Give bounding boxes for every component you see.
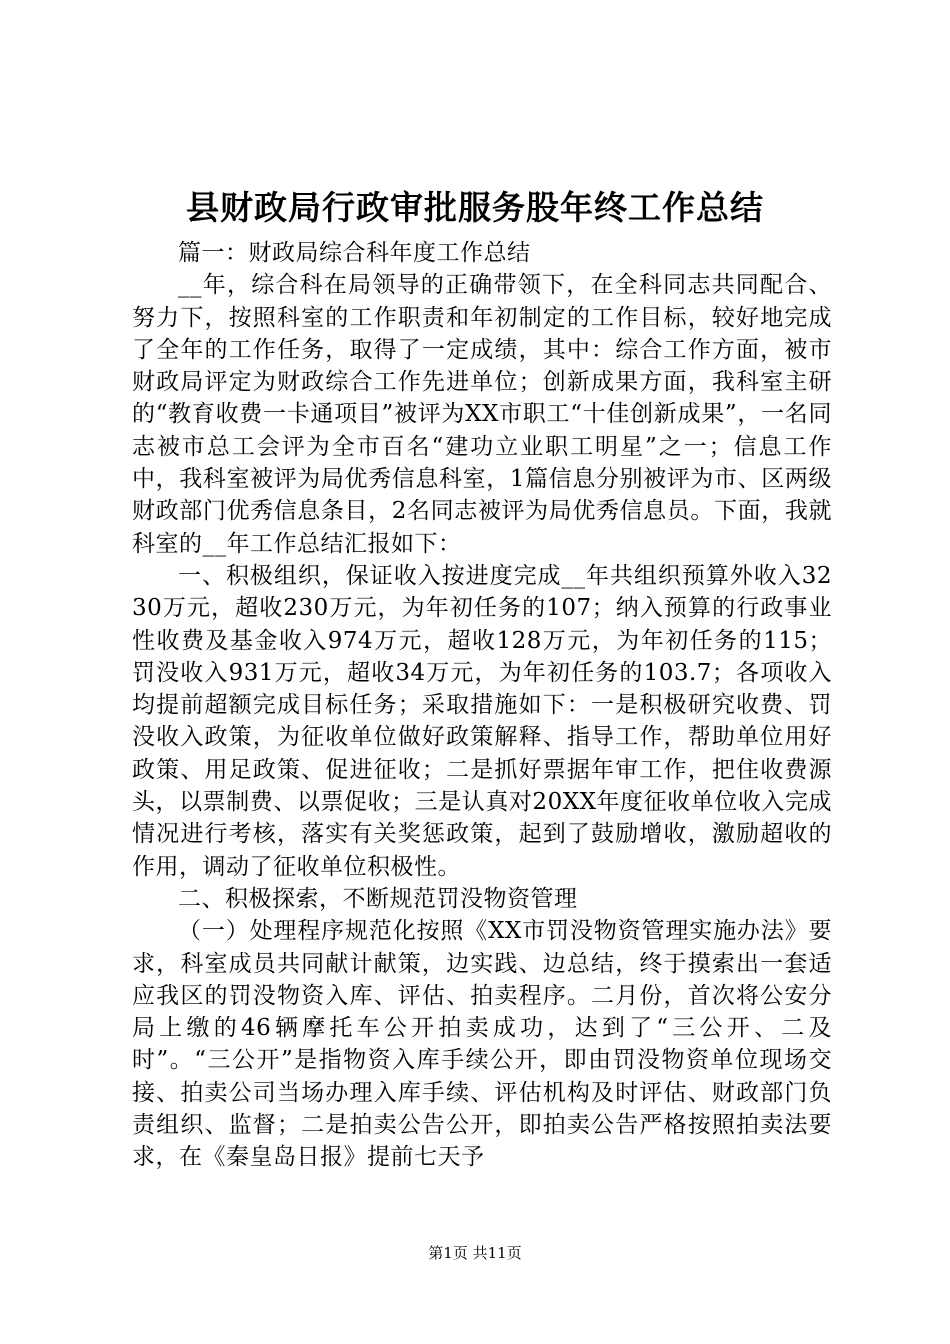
body-paragraph: __年，综合科在局领导的正确带领下，在全科同志共同配合、努力下，按照科室的工作职责和年初制定的工作目标，较好地完成了全年的工作任务，取得了一定成绩，其中：综合工作方面，被市财政局评定为财政综合工作先进单位；创新成果方面，我科室主研的“教育收费一卡通项目”被评为XX市职工“十佳创新成果”，一名同志被市总工会评为全市百名“建功立业职工明星”之一；信息工作中，我科室被评为局优秀信息科室，1篇信息分别被评为市、区两级财政部门优秀信息条目，2名同志被评为局优秀信息员。下面，我就科室的__年工作总结汇报如下： xyxy=(132,272,832,557)
document-title: 县财政局行政审批服务股年终工作总结 xyxy=(186,188,764,227)
body-paragraph: （一）处理程序规范化按照《XX市罚没物资管理实施办法》要求，科室成员共同献计献策，边实践、边总结，终于摸索出一套适应我区的罚没物资入库、评估、拍卖程序。二月份，首次将公安分局上缴的46辆摩托车公开拍卖成功，达到了“三公开、二及时”。“三公开”是指物资入库手续公开，即由罚没物资单位现场交接、拍卖公司当场办理入库手续、评估机构及时评估、财政部门负责组织、监督；二是拍卖公告公开，即拍卖公告严格按照拍卖法要求，在《秦皇岛日报》提前七天予 xyxy=(132,918,832,1171)
section-heading: 篇一：财政局综合科年度工作总结 xyxy=(178,240,531,266)
body-paragraph: 一、积极组织，保证收入按进度完成__年共组织预算外收入3230万元，超收230万元，为年初任务的107；纳入预算的行政事业性收费及基金收入974万元，超收128万元，为年初任务的115；罚没收入931万元，超收34万元，为年初任务的103.7；各项收入均提前超额完成目标任务；采取措施如下：一是积极研究收费、罚没收入政策，为征收单位做好政策解释、指导工作，帮助单位用好政策、用足政策、促进征收；二是抓好票据年审工作，把住收费源头，以票制费、以票促收；三是认真对20XX年度征收单位收入完成情况进行考核，落实有关奖惩政策，起到了鼓励增收，激励超收的作用，调动了征收单位积极性。 xyxy=(132,562,832,880)
body-paragraph: 二、积极探索，不断规范罚没物资管理 xyxy=(178,885,578,912)
document-body xyxy=(132,237,832,1174)
page-number-footer: 第1页 共11页 xyxy=(428,1244,522,1262)
